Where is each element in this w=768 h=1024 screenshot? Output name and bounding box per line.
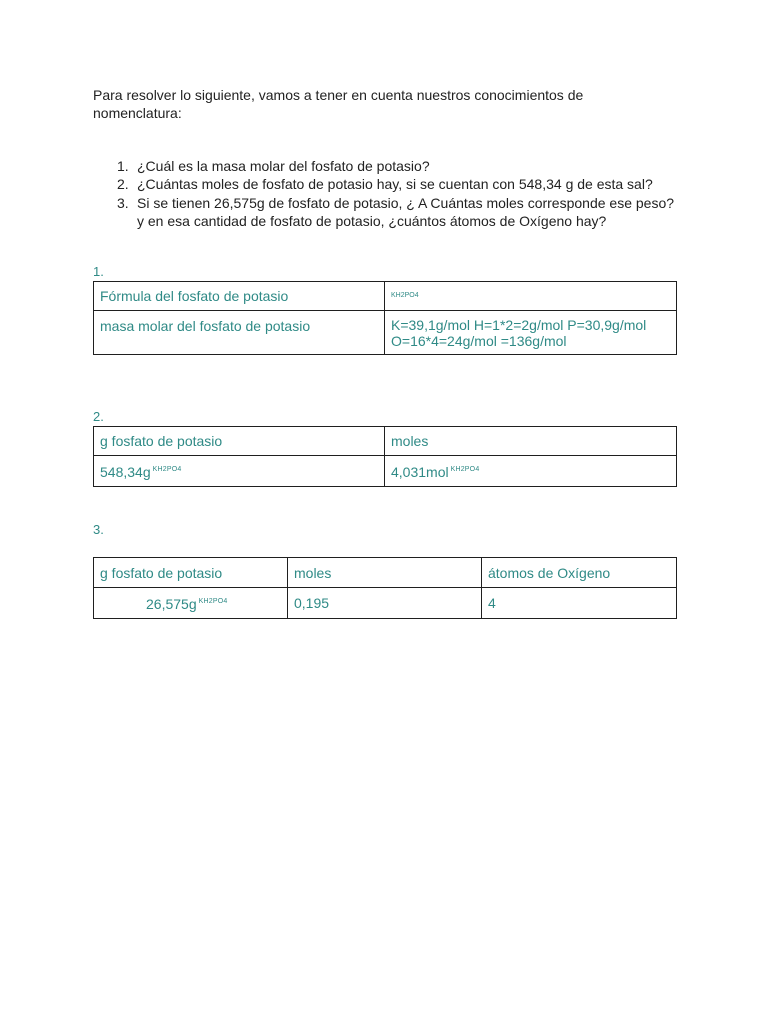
value-text: 548,34g xyxy=(100,464,151,480)
value-text: 4,031mol xyxy=(391,464,449,480)
section-2-number: 2. xyxy=(93,409,104,424)
formula-text: KH2PO4 xyxy=(391,292,419,299)
table-cell-value xyxy=(385,282,677,311)
question-list xyxy=(117,157,677,230)
molar-mass-table xyxy=(93,281,677,355)
table-row xyxy=(94,311,677,355)
table-cell-value xyxy=(94,588,288,619)
table-header-cell: g fosfato de potasio xyxy=(94,427,385,456)
question-item xyxy=(117,175,677,193)
section-3-number: 3. xyxy=(93,522,104,537)
table-cell-value: 4 xyxy=(482,588,677,619)
table-row xyxy=(94,456,677,487)
table-header-cell: g fosfato de potasio xyxy=(94,558,288,588)
table-cell-value: 0,195 xyxy=(288,588,482,619)
section-1-number: 1. xyxy=(93,264,104,279)
table-cell-value xyxy=(385,456,677,487)
table-cell-label: masa molar del fosfato de potasio xyxy=(94,311,385,355)
table-row xyxy=(94,282,677,311)
question-text: ¿Cuántas moles de fosfato de potasio hay, si se cuentan con 548,34 g de esta sal? xyxy=(137,176,653,193)
question-number: 1. xyxy=(117,158,129,174)
question-text: Si se tienen 26,575g de fosfato de potasio, ¿ A Cuántas moles corresponde ese peso? y en esa cantidad de fosfato de potasio, ¿cuántos átomos de Oxígeno hay? xyxy=(137,194,675,229)
table-header-cell: átomos de Oxígeno xyxy=(482,558,677,588)
question-item xyxy=(117,157,677,175)
table-header-row xyxy=(94,558,677,588)
table-cell-value xyxy=(385,311,677,355)
question-number: 3. xyxy=(117,194,129,211)
question-number: 2. xyxy=(117,176,129,193)
value-text: 26,575g xyxy=(146,596,197,612)
intro-paragraph: Para resolver lo siguiente, vamos a tener en cuenta nuestros conocimientos de nomenclatura: xyxy=(93,87,584,121)
table-header-row xyxy=(94,427,677,456)
question-item xyxy=(117,194,677,231)
molar-mass-line-2: O=16*4=24g/mol =136g/mol xyxy=(391,333,567,349)
table-header-cell: moles xyxy=(288,558,482,588)
table-row xyxy=(94,588,677,619)
question-text: ¿Cuál es la masa molar del fosfato de potasio? xyxy=(137,158,430,174)
formula-text: KH2PO4 xyxy=(198,598,228,605)
table-header-cell: moles xyxy=(385,427,677,456)
oxygen-atoms-table xyxy=(93,557,677,619)
table-cell-value xyxy=(94,456,385,487)
table-cell-label: Fórmula del fosfato de potasio xyxy=(94,282,385,311)
formula-text: KH2PO4 xyxy=(450,466,480,473)
moles-table xyxy=(93,426,677,487)
molar-mass-line-1: K=39,1g/mol H=1*2=2g/mol P=30,9g/mol xyxy=(391,317,647,333)
formula-text: KH2PO4 xyxy=(152,466,182,473)
